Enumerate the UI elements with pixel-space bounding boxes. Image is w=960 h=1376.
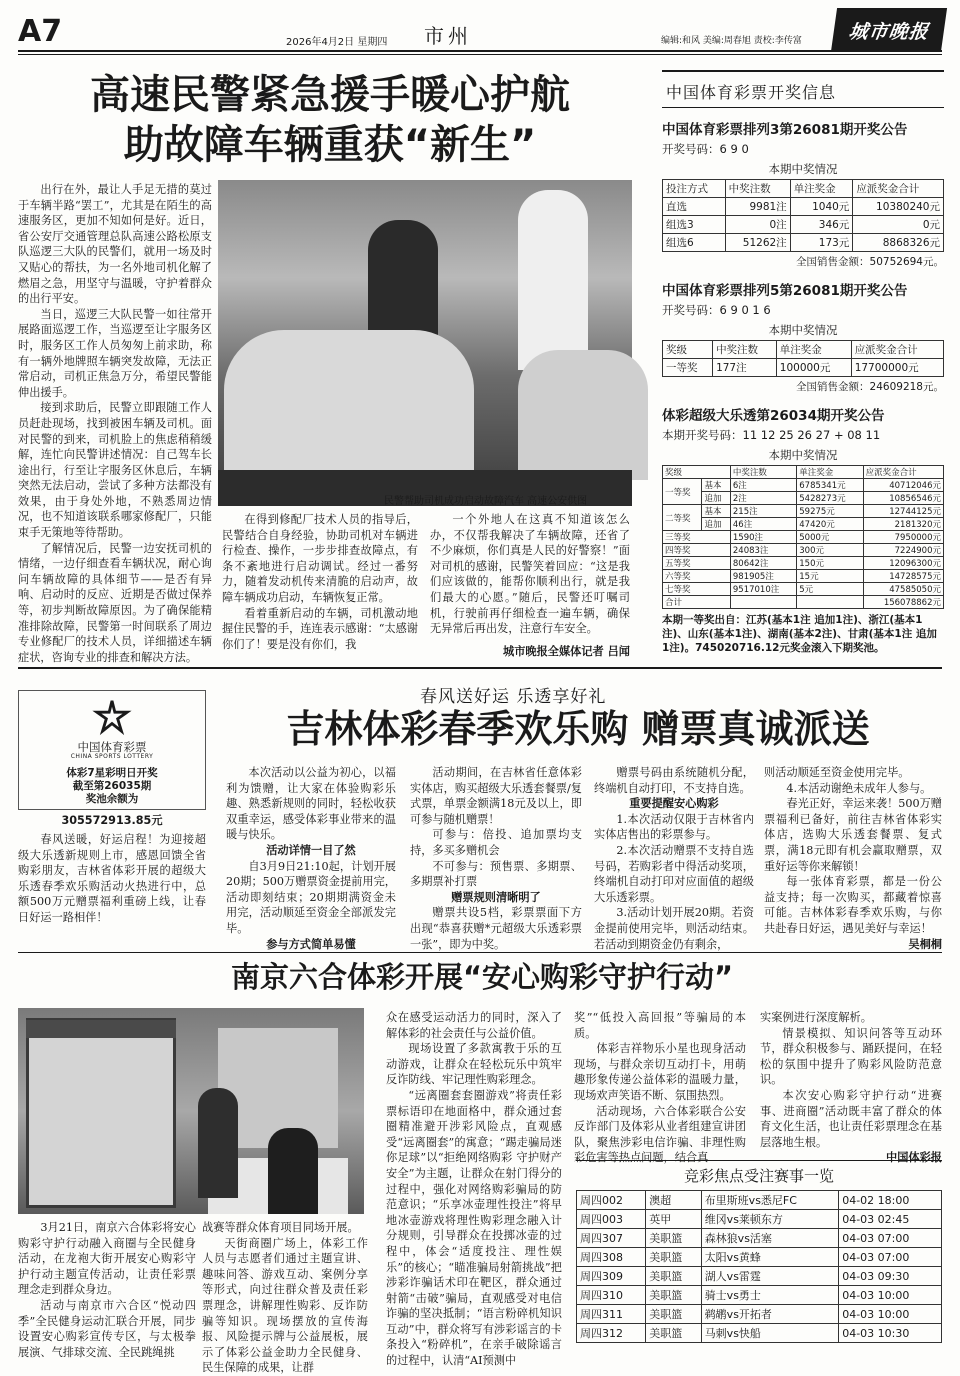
table-row xyxy=(577,1229,942,1248)
paragraph: 奖”“低投入高回报”等骗局的本质。 xyxy=(574,1011,746,1040)
table-cell: 奖级 xyxy=(663,341,713,359)
article3-column-5 xyxy=(760,1010,942,1165)
p3-subtitle: 本期中奖情况 xyxy=(768,162,838,176)
brand-logo: 城市晚报 xyxy=(831,8,947,52)
paragraph: 一个外地人在这真不知道该怎么办，不仅帮我解决了车辆故障，还省了不少麻烦，你们真是人民的好警察！”面对司机的感谢，民警笑着回应：“这是我们应该做的，能帮你顺利出行，就是我们最大的心愿。”随后，民警还叮嘱司机，行驶前再仔细检查一遍车辆，确保无异常后再出发，注意行车安全。 xyxy=(430,513,630,636)
p3-number: 开奖号码：6 9 0 xyxy=(662,142,749,156)
table-cell: 周四311 xyxy=(577,1305,646,1324)
table-cell: 15元 xyxy=(797,570,863,583)
table-cell: 骑士vs勇士 xyxy=(701,1286,839,1305)
table-cell: 森林狼vs活塞 xyxy=(701,1229,839,1248)
paragraph: 接到求助后，民警立即跟随工作人员赶赴现场，找到被困车辆及司机。面对民警的到来，司机脸上的焦虑稍稍缓解，连忙向民警讲述情况：自己驾车长途出行，行至让字服务区休息后，车辆突然无法启动，尝试了多种方法都没有效果，由于身处外地，不熟悉周边情况，也不知道该联系哪家修配厂，只能束手无策地等待帮助。 xyxy=(18,401,212,540)
subheading: 参与方式简单易懂 xyxy=(266,937,356,951)
table-cell: 组选6 xyxy=(663,234,726,252)
table-cell: 981905注 xyxy=(730,570,796,583)
paragraph: 活动与南京市六合区“悦动四季”全民健身运动汇联合开展，同步设置安心购彩宣传专区，与太极拳展演、气排球交流、全民跳绳挑 xyxy=(18,1298,196,1359)
photo-car xyxy=(224,330,474,480)
table-cell: 周四309 xyxy=(577,1267,646,1286)
paragraph: 1.本次活动仅限于吉林省内实体店售出的彩票参与。 xyxy=(594,812,754,842)
article3-column-2 xyxy=(202,1220,368,1375)
table-cell: 5428273元 xyxy=(797,492,863,505)
table-cell: 59275元 xyxy=(797,505,863,518)
dlt-table xyxy=(662,465,944,609)
page-number: A7 xyxy=(18,14,63,49)
table-cell: 中奖注数 xyxy=(725,180,790,198)
table-cell: 一等奖 xyxy=(663,359,713,377)
paragraph: 活动现场，六合体彩联合公安反诈部门及体彩从业者组建宣讲团队，聚焦涉彩电信诈骗、非理性购彩危害等热点问题，结合真 xyxy=(574,1104,746,1165)
paragraph: 情景模拟、知识问答等互动环节，群众积极参与、踊跃提问，在轻松的氛围中提升了购彩风险防范意识。 xyxy=(760,1026,942,1087)
paragraph: 现场设置了多款寓教于乐的互动游戏，让群众在轻松玩乐中筑牢反诈防线、牢记理性购彩理念。 xyxy=(386,1042,562,1087)
table-cell: 应派奖金合计 xyxy=(853,180,944,198)
table-cell: 直选 xyxy=(663,198,726,216)
table-cell: 04-03 10:30 xyxy=(839,1324,942,1343)
table-cell: 周四003 xyxy=(577,1210,646,1229)
table-row xyxy=(663,583,944,596)
table-cell: 7224900元 xyxy=(863,544,943,557)
subheading: 重要提醒安心购彩 xyxy=(629,797,719,811)
editors-credit: 编辑:和风 美编:周春旭 责校:李传富 xyxy=(661,36,802,46)
sports-lottery-logo-icon xyxy=(93,699,131,733)
byline: 中国体彩报 xyxy=(886,1150,942,1165)
p5-table xyxy=(662,340,944,377)
table-cell: 六等奖 xyxy=(663,570,731,583)
table-cell: 美职篮 xyxy=(646,1324,701,1343)
section-title: 市州 xyxy=(424,24,472,48)
paragraph: 活动期间，在吉林省任意体彩实体店，购买超级大乐透套餐票/复式票，单票金额满18元及以上，即可参与随机赠票！ xyxy=(410,766,582,826)
table-cell: 投注方式 xyxy=(663,180,726,198)
table-cell: 14728575元 xyxy=(863,570,943,583)
table-cell: 04-02 18:00 xyxy=(839,1191,942,1210)
table-cell xyxy=(730,596,796,609)
article3-column-4 xyxy=(574,1010,746,1165)
p3-total: 全国销售金额：50752694元。 xyxy=(796,256,944,268)
table-cell: 单注奖金 xyxy=(797,466,863,479)
table-cell: 9517010注 xyxy=(730,583,796,596)
table-cell: 1590注 xyxy=(730,531,796,544)
table-cell: 英甲 xyxy=(646,1210,701,1229)
section-rule xyxy=(18,952,942,953)
jackpot-amount: 305572913.85元 xyxy=(61,814,163,827)
top-rule xyxy=(18,50,942,52)
table-cell: 7950000元 xyxy=(863,531,943,544)
p5-total: 全国销售金额：24609218元。 xyxy=(796,381,944,393)
table-cell: 5元 xyxy=(797,583,863,596)
table-row xyxy=(663,531,944,544)
table-row xyxy=(663,492,944,505)
schedule-title: 竞彩焦点受注赛事一览 xyxy=(576,1160,942,1190)
table-cell: 周四312 xyxy=(577,1324,646,1343)
table-row xyxy=(663,216,944,234)
table-cell: 8868326元 xyxy=(853,234,944,252)
table-cell: 04-03 07:00 xyxy=(839,1248,942,1267)
table-cell: 47585050元 xyxy=(863,583,943,596)
article3-headline: 南京六合体彩开展“安心购彩守护行动” xyxy=(230,960,734,994)
paragraph: 3.活动计划开展20期。若资金提前使用完毕，则活动结束。若活动到期资金仍有剩余， xyxy=(594,906,754,951)
table-cell: 150元 xyxy=(797,557,863,570)
table-row xyxy=(663,596,944,609)
table-cell: 40712046元 xyxy=(863,479,943,492)
table-cell: 美职篮 xyxy=(646,1267,701,1286)
photo-caption: 民警帮助司机成功启动故障汽车 高速公安供图 xyxy=(384,496,588,507)
table-cell: 单注奖金 xyxy=(790,180,853,198)
photo-board-title xyxy=(26,1020,176,1038)
table-cell: 51262注 xyxy=(725,234,790,252)
table-header xyxy=(663,180,944,198)
table-cell: 5000元 xyxy=(797,531,863,544)
paragraph: 2.本次活动赠票不支持自选号码，若购彩者中得活动奖项，终端机自动打印对应面值的超级大乐透彩票。 xyxy=(594,843,754,904)
paragraph: 当日，巡逻三大队民警一如往常开展路面巡逻工作，当巡逻至让字服务区时，服务区工作人员匆匆上前求助，称有一辆外地牌照车辆突发故障，无法正常启动，司机正焦急万分，希望民警能伸出援手。 xyxy=(18,307,212,399)
table-cell: 三等奖 xyxy=(663,531,731,544)
table-cell: 100000元 xyxy=(776,359,851,377)
paragraph: 春风送暖，好运启程！为迎接超级大乐透新规则上市，感恩回馈全省购彩朋友，吉林省体彩开展的超级大乐透春季欢乐购活动火热进行中，总额500万元赠票福利重磅上线，让春日好运一路相伴！ xyxy=(18,833,206,924)
issue-date: 2026年4月2日 星期四 xyxy=(286,37,388,48)
table-cell: 17700000元 xyxy=(851,359,943,377)
table-cell: 马刺vs快船 xyxy=(701,1324,839,1343)
table-cell: 04-03 02:45 xyxy=(839,1210,942,1229)
paragraph: 出行在外，最让人手足无措的莫过于车辆半路“罢工”，尤其是在陌生的高速服务区，更加不知如何是好。近日，省公安厅交通管理总队高速公路松原支队巡逻三大队的民警们，就用一场及时又贴心的帮扶，为一名外地司机化解了燃眉之急，用坚守与温暖，守护着群众的出行平安。 xyxy=(18,183,212,306)
table-cell: 46注 xyxy=(730,518,796,531)
promo-line-3: 奖池余额为 xyxy=(85,793,139,805)
table-cell: 追加 xyxy=(702,518,730,531)
paragraph: 不可参与：预售票、多期票、多期票补打票 xyxy=(410,859,582,889)
byline: 吴桐桐 xyxy=(908,936,942,951)
dlt-subtitle: 本期中奖情况 xyxy=(768,448,838,462)
table-cell: 9981注 xyxy=(725,198,790,216)
article3-column-3 xyxy=(386,1010,562,1368)
article3-column-1 xyxy=(18,1220,196,1362)
promo-line-2: 截至第26035期 xyxy=(72,780,152,792)
table-cell: 太阳vs黄蜂 xyxy=(701,1248,839,1267)
lottery-promo-box xyxy=(18,690,206,810)
table-row xyxy=(577,1267,942,1286)
paragraph: 赠票号码由系统随机分配，终端机自动打印，不支持自选。 xyxy=(594,766,754,795)
table-cell: 0元 xyxy=(853,216,944,234)
table-cell: 应派奖金合计 xyxy=(863,466,943,479)
paragraph: 天街商圈广场上，体彩工作人员与志愿者们通过主题宣讲、趣味问答、游戏互动、案例分享等形式，向过往群众普及责任彩票理念，讲解理性购彩、反诈防骗等知识。现场摆放的宣传海报、风险提示牌与公益展板，展示了体彩公益金助力全民健身、民生保障的成果，让群 xyxy=(202,1236,368,1375)
p5-subtitle: 本期中奖情况 xyxy=(768,323,838,337)
promo-headline: 吉林体彩春季欢乐购 赠票真诚派送 xyxy=(286,707,870,751)
table-cell: 47420元 xyxy=(797,518,863,531)
table-row xyxy=(663,544,944,557)
table-header xyxy=(663,466,944,479)
table-cell: 周四307 xyxy=(577,1229,646,1248)
article1-column-1 xyxy=(18,182,212,664)
table-cell: 2181320元 xyxy=(863,518,943,531)
table-row xyxy=(663,518,944,531)
top-rule-thin xyxy=(18,54,942,55)
paragraph: 春光正好，幸运来袭！500万赠票福利已备好，前往吉林省体彩实体店，选购大乐透套餐票、复式票，满18元即有机会赢取赠票，双重好运等你来解锁！ xyxy=(764,797,942,873)
schedule-table xyxy=(576,1190,942,1343)
table-cell: 美职篮 xyxy=(646,1305,701,1324)
lottery-panel xyxy=(662,70,944,655)
table-row xyxy=(663,505,944,518)
table-row xyxy=(663,234,944,252)
paragraph: 3月21日，南京六合体彩将安心购彩守护行动融入商圈与全民健身活动，在龙袍大街开展安心购彩守护行动主题宣传活动，让责任彩票理念走到群众身边。 xyxy=(18,1221,196,1297)
paragraph: 战赛等群众体育项目同场开展。 xyxy=(202,1221,359,1234)
table-cell: 04-03 07:00 xyxy=(839,1229,942,1248)
paragraph: 本次安心购彩守护行动“进赛事、进商圈”活动既丰富了群众的体育文化生活，也让责任彩票理念在基层落地生根。 xyxy=(760,1088,942,1149)
headline-line-2: 助故障车辆重获“新生” xyxy=(123,122,537,168)
table-row xyxy=(663,479,944,492)
paragraph: 众在感受运动活力的同时，深入了解体彩的社会责任与公益价值。 xyxy=(386,1011,562,1040)
table-cell: 五等奖 xyxy=(663,557,731,570)
table-cell: 04-03 09:30 xyxy=(839,1267,942,1286)
table-row xyxy=(663,198,944,216)
promo-column-3 xyxy=(594,765,754,951)
photo-car-2 xyxy=(518,350,648,480)
table-cell: 一等奖 xyxy=(663,479,702,505)
table-cell: 周四002 xyxy=(577,1191,646,1210)
table-cell: 80642注 xyxy=(730,557,796,570)
table-cell: 美职篮 xyxy=(646,1248,701,1267)
table-cell: 基本 xyxy=(702,505,730,518)
dlt-number: 本期开奖号码：11 12 25 26 27 + 08 11 xyxy=(662,428,881,442)
p5-number: 开奖号码：6 9 0 1 6 xyxy=(662,303,771,317)
table-row xyxy=(577,1248,942,1267)
table-cell: 四等奖 xyxy=(663,544,731,557)
article1-headline xyxy=(20,70,640,170)
table-cell: 单注奖金 xyxy=(776,341,851,359)
table-cell: 10856546元 xyxy=(863,492,943,505)
paragraph: 本次活动以公益为初心，以福利为馈赠，让大家在体验购彩乐趣、熟悉新规则的同时，轻松收获双重幸运，感受体彩事业带来的温暖与快乐。 xyxy=(226,766,396,842)
table-cell: 维冈vs莱顿东方 xyxy=(701,1210,839,1229)
table-cell: 七等奖 xyxy=(663,583,731,596)
table-cell: 04-03 10:00 xyxy=(839,1305,942,1324)
table-cell: 澳超 xyxy=(646,1191,701,1210)
table-cell: 12096300元 xyxy=(863,557,943,570)
middle-rule xyxy=(18,667,942,669)
p3-title: 中国体育彩票排列3第26081期开奖公告 xyxy=(662,122,908,138)
table-row xyxy=(577,1210,942,1229)
event-photo xyxy=(18,1008,364,1214)
table-cell: 2注 xyxy=(730,492,796,505)
dlt-table-wrap xyxy=(662,465,944,609)
paragraph: “远离圈套套圈游戏”将责任彩票标语印在地面格中，群众通过套圈精准避开涉彩风险点，直观感受“远离圈套”的寓意；“踢走骗局迷你足球”以“拒绝网络购彩 守护财产安全”为主题，让群众在射门得分的过程中，强化对网络购彩骗局的防范意识；“乐享冰壶理性投注”将早地冰壶游戏将理性购彩理念融入计分规则，引导群众在投掷冰壶的过程中，体会“适度投注、理性娱乐”的核心；“瞄准骗局射箭挑战”把涉彩诈骗话术印在靶区，群众通过射箭“击破”骗局，直观感受对电信诈骗的坚决抵制；“语言粉碎机知识互动”中，群众将写有涉彩谣言的卡条投入“粉碎机”，在亲手破除谣言的过程中，认清“AI预测中 xyxy=(386,1088,562,1368)
table-cell: 12744125元 xyxy=(863,505,943,518)
paragraph: 每一张体育彩票，都是一份公益支持；每一次购买，都藏着惊喜可能。吉林体彩春季欢乐购，与你共赴春日好运，遇见美好与幸运！ xyxy=(764,875,942,935)
paragraph: 可参与：倍投、追加票均支持，多买多赠机会 xyxy=(410,828,582,857)
dlt-title: 体彩超级大乐透第26034期开奖公告 xyxy=(662,408,885,424)
article1-column-2 xyxy=(222,512,418,660)
paragraph: 则活动顺延至资金使用完毕。 xyxy=(764,766,910,779)
paragraph: 看着重新启动的车辆，司机激动地握住民警的手，连连表示感谢：“太感谢你们了！要是没有你们，我 xyxy=(222,606,418,651)
table-cell: 中奖注数 xyxy=(730,466,796,479)
photo-person xyxy=(518,190,588,370)
paragraph: 在得到修配厂技术人员的指导后，民警结合自身经验，协助司机对车辆进行检查、操作，一步步排查故障点，有条不紊地进行启动调试。经过一番努力，随着发动机传来清脆的启动声，故障车辆成功启动，车辆恢复正常。 xyxy=(222,513,418,604)
article1-column-3 xyxy=(430,512,630,644)
table-cell: 6785341元 xyxy=(797,479,863,492)
subheading: 赠票规则清晰明了 xyxy=(451,890,541,904)
betting-schedule xyxy=(576,1160,942,1343)
police-car-photo xyxy=(218,180,632,506)
table-cell: 156078862元 xyxy=(863,596,943,609)
table-cell: 基本 xyxy=(702,479,730,492)
table-cell: 湖人vs雷霆 xyxy=(701,1267,839,1286)
logo-chinese: 中国体育彩票 xyxy=(77,740,147,754)
table-cell: 24083注 xyxy=(730,544,796,557)
table-row xyxy=(577,1324,942,1343)
table-cell: 10380240元 xyxy=(853,198,944,216)
table-cell: 04-03 10:00 xyxy=(839,1286,942,1305)
table-cell: 0注 xyxy=(725,216,790,234)
photo-visitor xyxy=(268,1128,318,1214)
table-cell: 周四310 xyxy=(577,1286,646,1305)
p3-table xyxy=(662,179,944,252)
table-cell: 215注 xyxy=(730,505,796,518)
table-cell: 合计 xyxy=(663,596,731,609)
table-header xyxy=(663,341,944,359)
subheading: 活动详情一目了然 xyxy=(266,843,356,857)
table-cell: 177注 xyxy=(713,359,777,377)
photo-display-board xyxy=(26,1018,176,1208)
table-cell: 应派奖金合计 xyxy=(851,341,943,359)
table-cell: 346元 xyxy=(790,216,853,234)
paragraph: 体彩吉祥物乐小星也现身活动现场，与群众亲切互动打卡，用萌趣形象传递公益体彩的温暖力量，现场欢声笑语不断、氛围热烈。 xyxy=(574,1042,746,1102)
table-row xyxy=(663,570,944,583)
table-cell: 二等奖 xyxy=(663,505,702,531)
promo-line-1: 体彩7星彩明日开奖 xyxy=(66,767,158,779)
article1-byline: 城市晚报全媒体记者 吕闻 xyxy=(503,644,630,658)
paragraph: 了解情况后，民警一边安抚司机的情绪，一边仔细查看车辆状况，耐心询问车辆故障的具体细节——是否有异响、启动时的反应、近期是否做过保养等，初步判断故障原因。为了确保能精准排除故障，民警第一时间联系了周边专业修配厂的技术人员，详细描述车辆症状，咨询专业的排查和解决方法。 xyxy=(18,541,212,664)
promo-column-4 xyxy=(764,765,942,951)
table-row xyxy=(577,1191,942,1210)
table-cell: 中奖注数 xyxy=(713,341,777,359)
promo-column-2 xyxy=(410,765,582,951)
dlt-note: 本期一等奖出自：江苏(基本1注 追加1注)、浙江(基本1注)、山东(基本1注)、湖南(基本2注)、甘肃(基本1注 追加1注)。745020716.12元奖金滚入下期奖池。 xyxy=(662,614,937,654)
table-cell: 鹈鹕vs开拓者 xyxy=(701,1305,839,1324)
table-cell: 布里斯班vs悉尼FC xyxy=(701,1191,839,1210)
table-cell: 300元 xyxy=(797,544,863,557)
table-cell xyxy=(797,596,863,609)
table-cell: 美职篮 xyxy=(646,1286,701,1305)
table-cell: 周四308 xyxy=(577,1248,646,1267)
table-row xyxy=(577,1305,942,1324)
table-row xyxy=(577,1286,942,1305)
paragraph: 实案例进行深度解析。 xyxy=(760,1011,872,1024)
paragraph: 赠票共设5档，彩票票面下方出现“恭喜获赠*元超级大乐透彩票一张”，即为中奖。 xyxy=(410,906,582,951)
lottery-header: 中国体育彩票开奖信息 xyxy=(662,70,944,108)
promo-kicker: 春风送好运 乐透享好礼 xyxy=(420,687,607,707)
paragraph: 自3月9日21:10起，计划开展20期；500万赠票资金提前用完，活动即刻结束；20期期满资金未用完，活动顺延至资金全部派发完毕。 xyxy=(226,859,396,935)
table-cell: 奖级 xyxy=(663,466,731,479)
photo-staff xyxy=(198,1088,238,1198)
table-cell: 组选3 xyxy=(663,216,726,234)
table-cell: 美职篮 xyxy=(646,1229,701,1248)
table-cell: 追加 xyxy=(702,492,730,505)
table-cell: 173元 xyxy=(790,234,853,252)
table-cell: 1040元 xyxy=(790,198,853,216)
promo-column-1 xyxy=(226,765,396,951)
logo-english: CHINA SPORTS LOTTERY xyxy=(70,753,154,760)
table-row xyxy=(663,557,944,570)
promo-column-0 xyxy=(18,832,206,944)
paragraph: 4.本活动谢绝未成年人参与。 xyxy=(786,781,932,795)
table-cell: 6注 xyxy=(730,479,796,492)
table-row xyxy=(663,359,944,377)
p5-title: 中国体育彩票排列5第26081期开奖公告 xyxy=(662,283,908,299)
headline-line-1: 高速民警紧急援手暖心护航 xyxy=(90,72,570,118)
